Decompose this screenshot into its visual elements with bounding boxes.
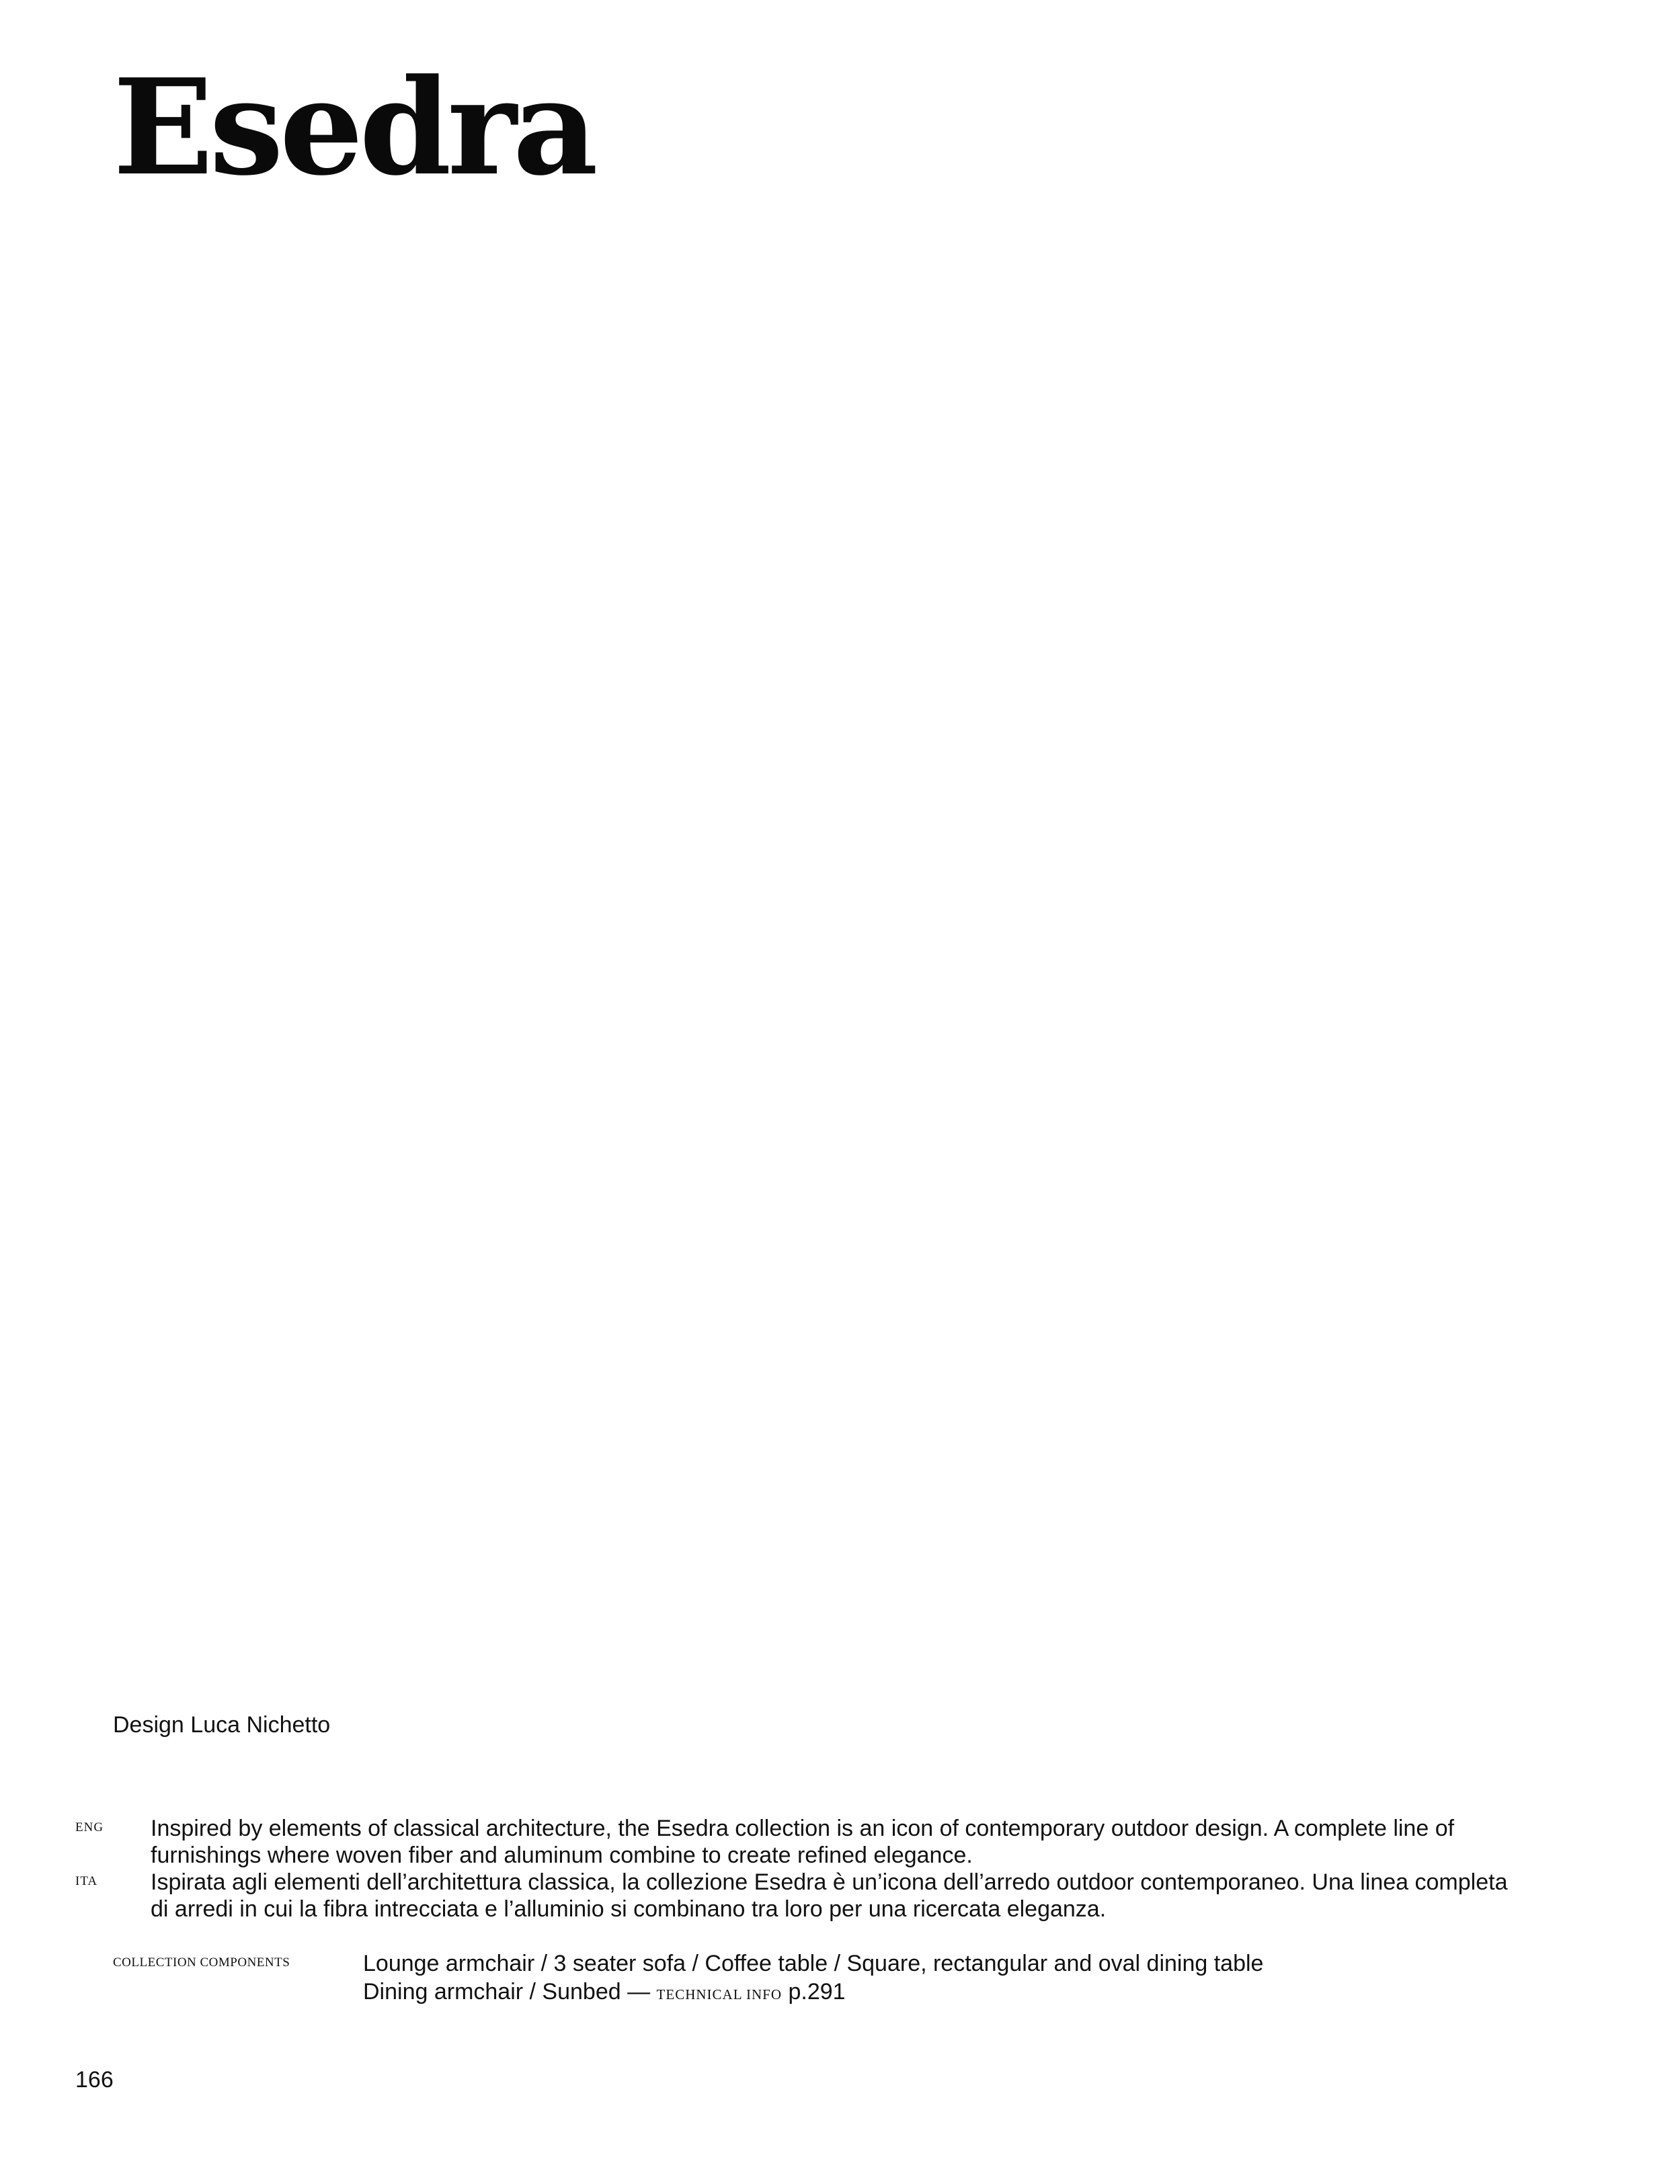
components-line-2-text: Dining armchair / Sunbed — bbox=[363, 1979, 657, 2005]
components-line-2 bbox=[363, 1978, 1592, 2009]
description-line: Ispirata agli elementi dell’architettura classica, la collezione Esedra è un’icona dell’arredo outdoor contemporaneo. Una linea completa bbox=[151, 1869, 1508, 1895]
components-list bbox=[363, 1949, 1592, 2009]
description-block bbox=[75, 1815, 1588, 1923]
language-tag-ita: ITA bbox=[75, 1874, 98, 1888]
description-ita bbox=[75, 1869, 1588, 1923]
language-tag-eng: ENG bbox=[75, 1820, 104, 1834]
components-label: COLLECTION COMPONENTS bbox=[113, 1955, 290, 1970]
page-title: Esedra bbox=[113, 50, 594, 205]
components-line-1: Lounge armchair / 3 seater sofa / Coffee table / Square, rectangular and oval dining table bbox=[363, 1951, 1264, 1976]
collection-components bbox=[113, 1949, 1592, 2009]
description-text-eng bbox=[151, 1815, 1588, 1869]
technical-info-page: p.291 bbox=[782, 1979, 846, 2005]
description-line: di arredi in cui la fibra intrecciata e l’alluminio si combinano tra loro per una ricercata eleganza. bbox=[151, 1896, 1107, 1922]
description-line: furnishings where woven fiber and aluminum combine to create refined elegance. bbox=[151, 1843, 973, 1868]
description-text-ita bbox=[151, 1869, 1588, 1923]
designer-credit: Design Luca Nichetto bbox=[113, 1712, 331, 1738]
description-line: Inspired by elements of classical architecture, the Esedra collection is an icon of contemporary outdoor design. A complete line of bbox=[151, 1816, 1455, 1841]
technical-info-label: TECHNICAL INFO bbox=[656, 1986, 783, 2003]
page-number: 166 bbox=[75, 2067, 114, 2093]
description-eng bbox=[75, 1815, 1588, 1869]
